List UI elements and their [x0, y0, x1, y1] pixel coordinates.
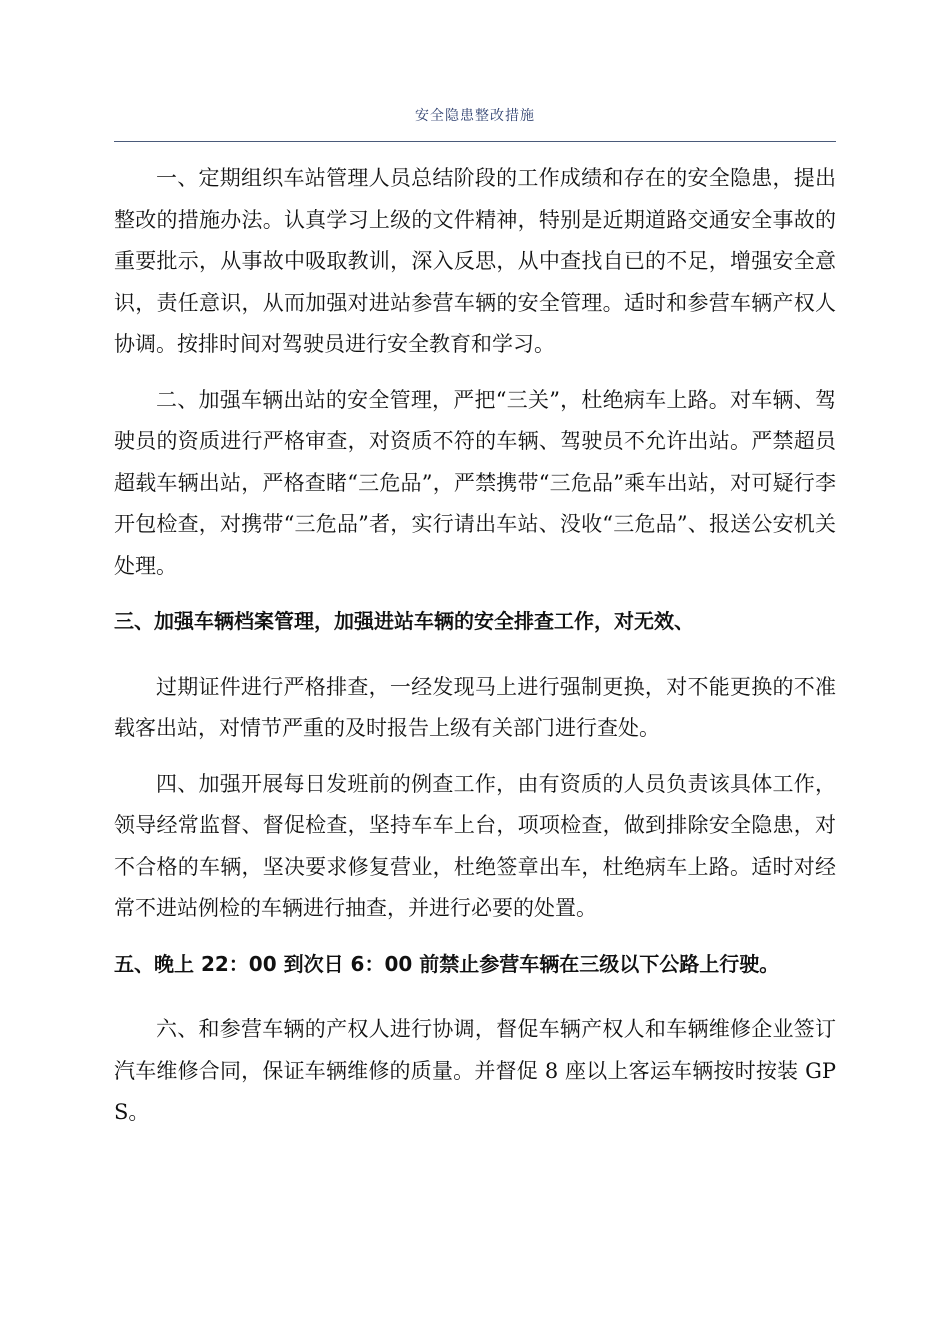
paragraph-2: 二、加强车辆出站的安全管理，严把“三关”，杜绝病车上路。对车辆、驾驶员的资质进行严格审查，对资质不符的车辆、驾驶员不允许出站。严禁超员超载车辆出站，严格查睹“三危品”，严禁携带“三危品”乘车出站，对可疑行李开包检查，对携带“三危品”者，实行请出车站、没收“三危品”、报送公安机关处理。 [114, 387, 836, 578]
paragraph-3-body: 过期证件进行严格排查，一经发现马上进行强制更换，对不能更换的不准载客出站，对情节严重的及时报告上级有关部门进行查处。 [114, 674, 836, 740]
paragraph-1: 一、定期组织车站管理人员总结阶段的工作成绩和存在的安全隐患，提出整改的措施办法。认真学习上级的文件精神，特别是近期道路交通安全事故的重要批示，从事故中吸取教训，深入反思，从中查找自已的不足，增强安全意识，责任意识，从而加强对进站参营车辆的安全管理。适时和参营车辆产权人协调。按排时间对驾驶员进行安全教育和学习。 [114, 166, 836, 356]
paragraph-5-heading: 五、晚上 22：00 到次日 6：00 前禁止参营车辆在三级以下公路上行驶。 [114, 951, 780, 976]
paragraph-6: 六、和参营车辆的产权人进行协调，督促车辆产权人和车辆维修企业签订汽车维修合同，保证车辆维修的质量。并督促 8 座以上客运车辆按时按装 GPS。 [114, 1017, 836, 1124]
document-body [114, 158, 836, 1148]
header-title: 安全隐患整改措施 [415, 108, 535, 124]
header-divider [114, 141, 836, 142]
paragraph-4: 四、加强开展每日发班前的例查工作，由有资质的人员负责该具体工作，领导经常监督、督促检查，坚持车车上台，项项检查，做到排除安全隐患，对不合格的车辆，坚决要求修复营业，杜绝签章出车，杜绝病车上路。适时对经常不进站例检的车辆进行抽查，并进行必要的处置。 [114, 771, 836, 920]
paragraph-3-heading: 三、加强车辆档案管理，加强进站车辆的安全排查工作，对无效、 [114, 609, 694, 633]
